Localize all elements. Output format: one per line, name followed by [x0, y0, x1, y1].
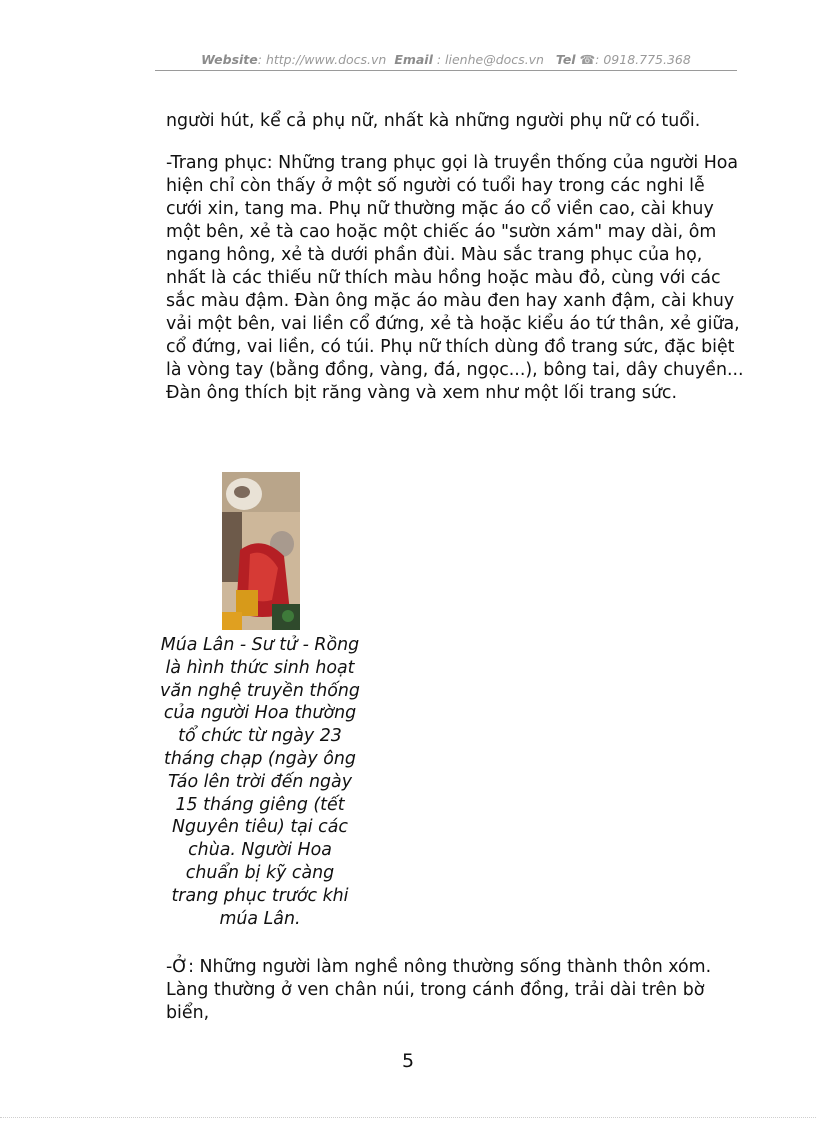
- paragraph-1: người hút, kể cả phụ nữ, nhất kà những người phụ nữ có tuổi.: [166, 111, 701, 131]
- email-label: Email: [394, 52, 433, 67]
- tel-value: : 0918.775.368: [595, 52, 691, 67]
- paragraph-housing: -Ở: Những người làm nghề nông thường sống thành thôn xóm. Làng thường ở ven chân núi, trong cánh đồng, trải dài trên bờ biển,: [166, 957, 712, 1023]
- photo-caption: Múa Lân - Sư tử - Rồng là hình thức sinh hoạt văn nghệ truyền thống của người Hoa thường tổ chức từ ngày 23 tháng chạp (ngày ông Táo lên trời đến ngày 15 tháng giêng (tết Nguyên tiêu) tại các chùa. Người Hoa chuẩn bị kỹ càng trang phục trước khi múa Lân.: [160, 635, 360, 929]
- website-label: Website: [201, 52, 258, 67]
- lion-dance-photo: [222, 472, 300, 630]
- page-header: [155, 52, 737, 67]
- tel-label: Tel: [555, 52, 576, 67]
- header-divider: [155, 70, 737, 71]
- website-value: : http://www.docs.vn: [257, 52, 387, 67]
- footer-divider: [0, 1117, 816, 1118]
- page-number: 5: [401, 1050, 415, 1072]
- email-value: : lienhe@docs.vn: [432, 52, 544, 67]
- paragraph-clothing: -Trang phục: Những trang phục gọi là truyền thống của người Hoa hiện chỉ còn thấy ở một số người có tuổi hay trong các nghi lễ cưới xin, tang ma. Phụ nữ thường mặc áo cổ viền cao, cài khuy một bên, xẻ tà cao hoặc một chiếc áo "sườn xám" may dài, ôm ngang hông, xẻ tà dưới phần đùi. Màu sắc trang phục của họ, nhất là các thiếu nữ thích màu hồng hoặc màu đỏ, cùng với các sắc màu đậm. Đàn ông mặc áo màu đen hay xanh đậm, cài khuy vải một bên, vai liền cổ đứng, xẻ tà hoặc kiểu áo tứ thân, xẻ giữa, cổ đứng, vai liền, có túi. Phụ nữ thích dùng đồ trang sức, đặc biệt là vòng tay (bằng đồng, vàng, đá, ngọc...), bông tai, dây chuyền... Đàn ông thích bịt răng vàng và xem như một lối trang sức.: [166, 153, 744, 403]
- telephone-icon: ☎: [579, 52, 596, 67]
